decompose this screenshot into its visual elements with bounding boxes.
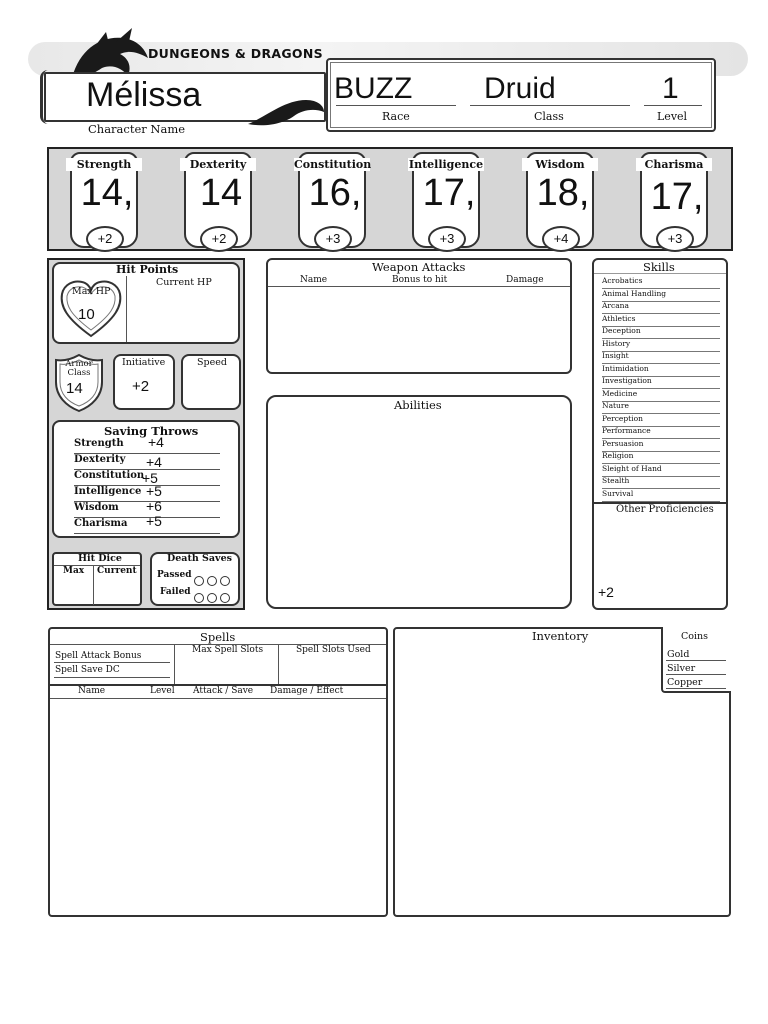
hit-dice-max-label: Max <box>63 566 85 576</box>
spell-slots-used-label: Spell Slots Used <box>296 645 371 655</box>
coins-title: Coins <box>681 631 709 642</box>
ability-name: Strength <box>66 158 142 171</box>
passed-circle-icon[interactable] <box>207 576 217 586</box>
abilities-title: Abilities <box>394 398 442 412</box>
skill-perception[interactable]: Perception <box>602 414 720 427</box>
skill-animal-handling[interactable]: Animal Handling <box>602 289 720 302</box>
hit-dice-current-label: Current <box>97 566 137 576</box>
passed-circle-icon[interactable] <box>220 576 230 586</box>
passed-circle-icon[interactable] <box>194 576 204 586</box>
class-label: Class <box>534 110 564 123</box>
ability-dexterity <box>184 152 252 248</box>
ability-score[interactable]: 14, <box>80 172 134 214</box>
ability-charisma <box>640 152 708 248</box>
class-underline <box>470 105 630 106</box>
skill-deception[interactable]: Deception <box>602 326 720 339</box>
spell-col-name: Name <box>78 686 106 696</box>
banner-curl-right-icon <box>244 94 328 132</box>
ability-score[interactable]: 16, <box>308 172 362 214</box>
skill-insight[interactable]: Insight <box>602 351 720 364</box>
skills-title: Skills <box>643 260 675 274</box>
ability-modifier[interactable]: +2 <box>86 226 124 252</box>
silver-rule <box>666 674 726 675</box>
spell-attack-bonus-rule <box>54 662 170 663</box>
spell-attack-bonus-label: Spell Attack Bonus <box>55 651 142 661</box>
gold-label: Gold <box>667 649 690 660</box>
ability-name: Charisma <box>636 158 712 171</box>
armor-class-value[interactable]: 14 <box>66 380 83 397</box>
save-row-strength <box>74 438 220 454</box>
skill-medicine[interactable]: Medicine <box>602 389 720 402</box>
death-saves-failed-label: Failed <box>160 587 191 597</box>
spell-col-attack: Attack / Save <box>193 686 254 696</box>
skill-nature[interactable]: Nature <box>602 401 720 414</box>
spells-col-divider-1 <box>174 644 175 684</box>
spell-col-damage: Damage / Effect <box>270 686 344 696</box>
skill-intimidation[interactable]: Intimidation <box>602 364 720 377</box>
weapon-attacks-header-rule <box>268 286 570 287</box>
level-underline <box>644 105 702 106</box>
ability-strength <box>70 152 138 248</box>
save-value-intelligence[interactable]: +5 <box>146 483 162 499</box>
save-value-constitution[interactable]: +5 <box>142 470 158 486</box>
copper-label: Copper <box>667 677 703 688</box>
ability-wisdom <box>526 152 594 248</box>
ability-name: Dexterity <box>180 158 256 171</box>
skill-performance[interactable]: Performance <box>602 426 720 439</box>
initiative-value[interactable]: +2 <box>132 378 150 395</box>
ability-modifier[interactable]: +3 <box>656 226 694 252</box>
ability-score[interactable]: 14 <box>199 172 243 214</box>
skill-investigation[interactable]: Investigation <box>602 376 720 389</box>
save-value-wisdom[interactable]: +6 <box>146 498 162 514</box>
failed-circle-icon[interactable] <box>220 593 230 603</box>
class-value[interactable]: Druid <box>484 72 556 105</box>
ability-name: Wisdom <box>522 158 598 171</box>
logo-text: DUNGEONS & DRAGONS <box>148 46 323 61</box>
save-name: Dexterity <box>74 454 126 465</box>
death-saves-failed-circles[interactable] <box>194 587 233 606</box>
ability-score[interactable]: 18, <box>536 172 590 214</box>
race-value[interactable]: BUZZ <box>334 72 413 105</box>
weapon-col-damage: Damage <box>506 275 544 285</box>
character-name-label: Character Name <box>88 122 186 136</box>
level-value[interactable]: 1 <box>662 72 679 105</box>
save-name: Strength <box>74 438 124 449</box>
race-label: Race <box>382 110 410 123</box>
ability-name: Constitution <box>294 158 372 171</box>
skill-persuasion[interactable]: Persuasion <box>602 439 720 452</box>
speed-label: Speed <box>197 357 227 368</box>
silver-label: Silver <box>667 663 696 674</box>
initiative-label: Initiative <box>122 357 166 368</box>
abilities-box <box>266 395 572 609</box>
spell-save-dc-label: Spell Save DC <box>55 665 120 675</box>
race-underline <box>336 105 456 106</box>
other-proficiencies-label: Other Proficiencies <box>616 504 714 515</box>
skill-survival[interactable]: Survival <box>602 489 720 502</box>
death-saves-passed-label: Passed <box>157 570 192 580</box>
ability-modifier[interactable]: +4 <box>542 226 580 252</box>
level-label: Level <box>657 110 688 123</box>
skill-sleight-of-hand[interactable]: Sleight of Hand <box>602 464 720 477</box>
hp-divider <box>126 276 127 342</box>
spell-save-dc-rule <box>54 677 170 678</box>
ability-intelligence <box>408 152 484 248</box>
skill-arcana[interactable]: Arcana <box>602 301 720 314</box>
skill-religion[interactable]: Religion <box>602 451 720 464</box>
skill-stealth[interactable]: Stealth <box>602 476 720 489</box>
death-saves-title: Death Saves <box>167 553 232 564</box>
save-name: Charisma <box>74 518 128 529</box>
save-value-charisma[interactable]: +5 <box>146 513 162 529</box>
gold-rule <box>666 660 726 661</box>
skill-history[interactable]: History <box>602 339 720 352</box>
spells-col-divider-2 <box>278 644 279 684</box>
save-name: Wisdom <box>74 502 119 513</box>
failed-circle-icon[interactable] <box>194 593 204 603</box>
spell-col-level: Level <box>150 686 175 696</box>
ability-name: Intelligence <box>408 158 484 171</box>
weapon-col-bonus: Bonus to hit <box>392 275 448 285</box>
failed-circle-icon[interactable] <box>207 593 217 603</box>
save-name: Constitution <box>74 470 145 481</box>
skill-acrobatics[interactable]: Acrobatics <box>602 276 720 289</box>
hit-dice-title: Hit Dice <box>78 553 122 564</box>
ability-constitution <box>294 152 372 248</box>
ability-modifier[interactable]: +3 <box>428 226 466 252</box>
character-name-value[interactable]: Mélissa <box>86 76 202 114</box>
hit-points-title: Hit Points <box>116 263 179 276</box>
header <box>0 0 768 145</box>
max-hp-value[interactable]: 10 <box>78 306 95 323</box>
ability-modifier[interactable]: +3 <box>314 226 352 252</box>
max-hp-label: Max HP <box>72 286 111 297</box>
max-spell-slots-label: Max Spell Slots <box>192 645 264 655</box>
armor-class-label: Armor Class <box>65 359 93 378</box>
save-value-strength[interactable]: +4 <box>148 434 164 450</box>
saving-throws-title: Saving Throws <box>104 424 199 438</box>
save-name: Intelligence <box>74 486 142 497</box>
skill-athletics[interactable]: Athletics <box>602 314 720 327</box>
hit-dice-divider <box>93 565 94 605</box>
spells-title: Spells <box>200 630 236 644</box>
ability-score[interactable]: 17, <box>422 172 476 214</box>
ability-score[interactable]: 17, <box>650 176 704 218</box>
other-proficiencies-value[interactable]: +2 <box>598 584 614 600</box>
weapon-attacks-title: Weapon Attacks <box>372 260 466 274</box>
copper-rule <box>666 688 726 689</box>
banner-curl-left <box>40 70 56 124</box>
save-value-dexterity[interactable]: +4 <box>146 454 162 470</box>
current-hp-label: Current HP <box>156 277 212 288</box>
ability-modifier[interactable]: +2 <box>200 226 238 252</box>
skills-header-rule <box>594 273 726 274</box>
spells-list-rule <box>50 698 386 699</box>
inventory-title: Inventory <box>532 629 589 643</box>
current-hp-field[interactable] <box>130 292 236 340</box>
weapon-col-name: Name <box>300 275 328 285</box>
